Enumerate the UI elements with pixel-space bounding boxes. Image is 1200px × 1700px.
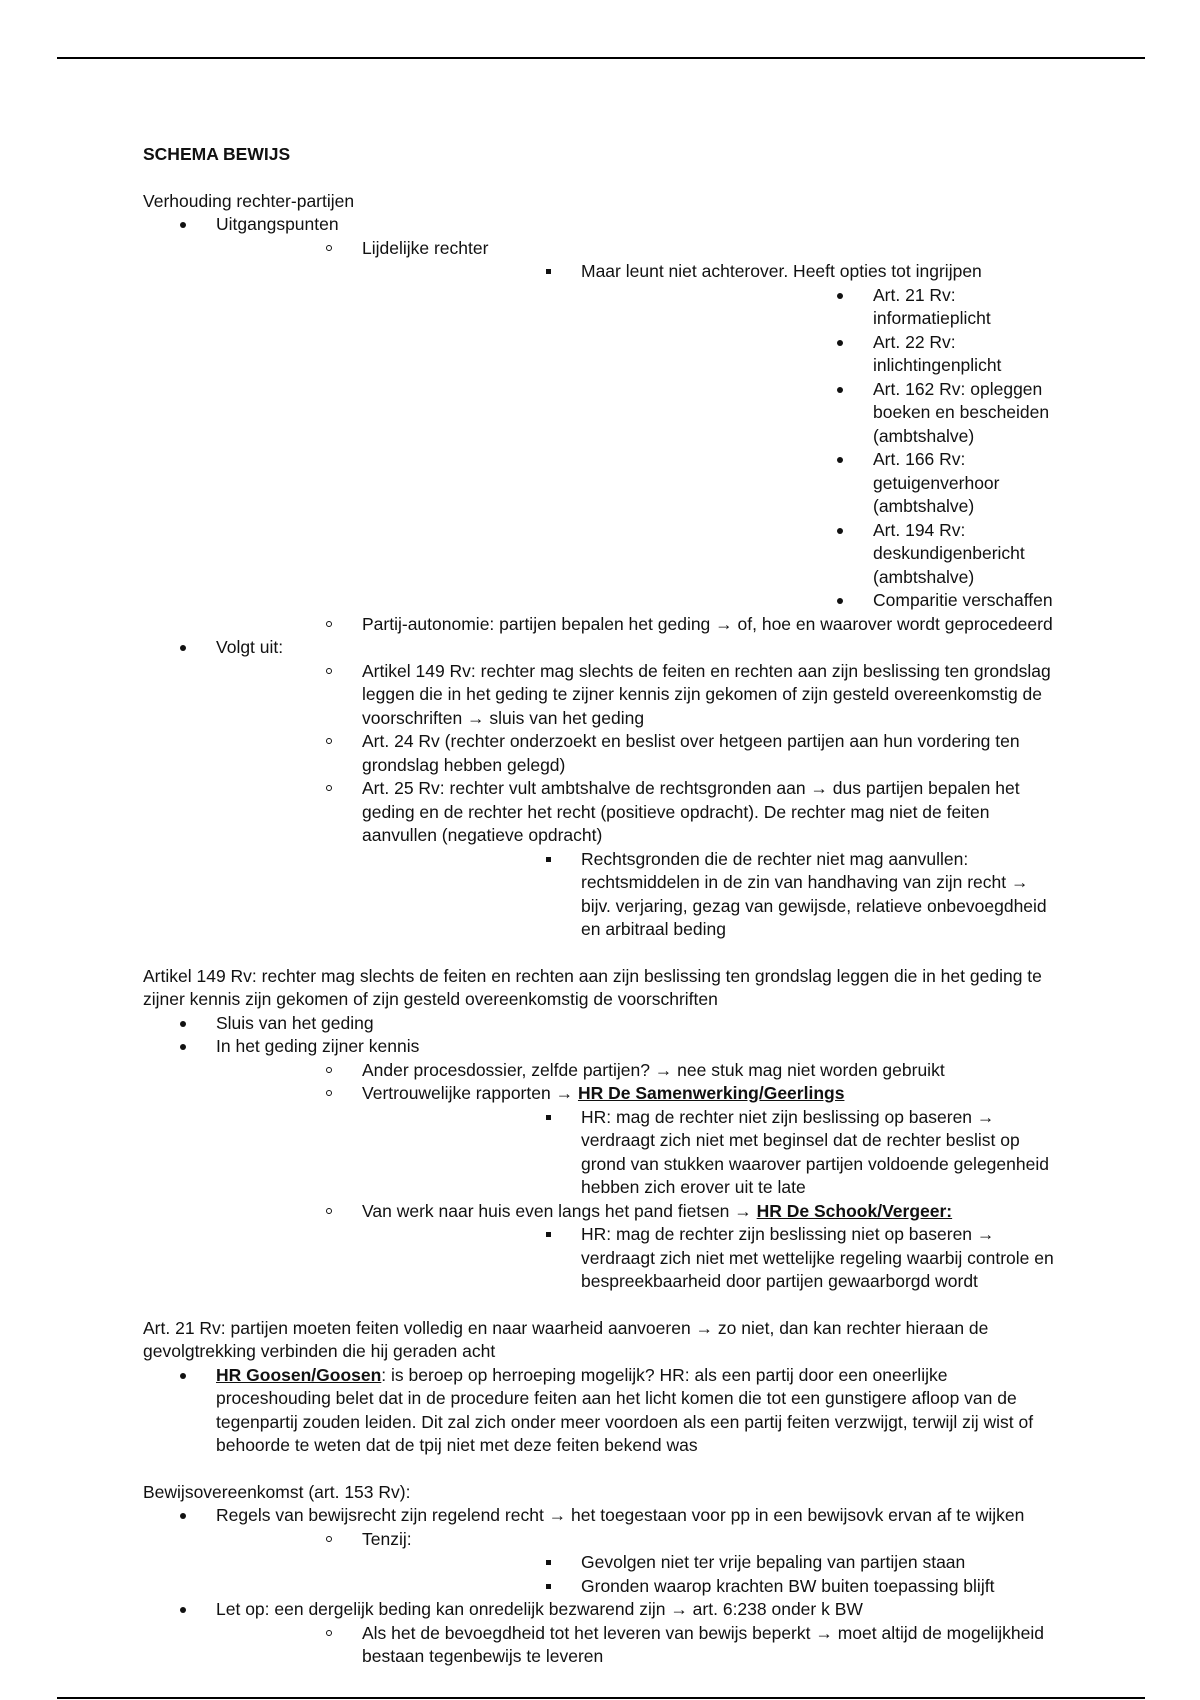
- item-text: : is beroep op herroeping mogelijk? HR: als een partij door een oneerlijke proceshouding belet dat in de procedure feiten aan het licht komen die tot een gunstigere afloop van de tegenpartij zouden leiden. Dit zal zich onder meer voordoen als een partij feiten verzwijgt, terwijl zij wist of behoorde te weten dat de tpij niet met deze feiten bekend was: [216, 1364, 1034, 1455]
- section-heading: Art. 21 Rv: partijen moeten feiten volledig en naar waarheid aanvoeren → zo niet, dan kan rechter hieraan de gevolgtrekking verbinden die hij geraden acht: [143, 1317, 989, 1361]
- list-item: Lijdelijke rechter Maar leunt niet achterover. Heeft opties tot ingrijpen Art. 21 Rv: informatieplicht Art. 22 Rv: inlichtingenplicht Art. 162 Rv: opleggen boeken en bescheiden (ambtshalve) Art. 166 Rv: getuigenverhoor (ambtshalve) Art. 194 Rv: deskundigenbericht (ambtshalve) Comparitie verschaffen: [216, 237, 1063, 613]
- list-item: Comparitie verschaffen: [581, 589, 1063, 613]
- bullet-dot-icon: [837, 340, 843, 346]
- bullet-circle-icon: [326, 1630, 332, 1636]
- bullet-circle-icon: [326, 668, 332, 674]
- bullet-circle-icon: [326, 1536, 332, 1542]
- list-item: Art. 22 Rv: inlichtingenplicht: [581, 331, 1063, 378]
- bullet-square-icon: [546, 1115, 551, 1120]
- bullet-list: [143, 1504, 1063, 1669]
- list-item: HR: mag de rechter zijn beslissing niet op baseren → verdraagt zich niet met wettelijke regeling waarbij controle en bespreekbaarheid door partijen gewaarborgd wordt: [362, 1223, 1063, 1294]
- list-item: Art. 24 Rv (rechter onderzoekt en beslist over hetgeen partijen aan hun vordering ten grondslag hebben gelegd): [216, 730, 1063, 777]
- bullet-circle-icon: [326, 738, 332, 744]
- list-item: Regels van bewijsrecht zijn regelend recht → het toegestaan voor pp in een bewijsovk ervan af te wijken Tenzij: Gevolgen niet ter vrije bepaling van partijen staan Gronden waarop krachten BW buiten toepassing blijft: [143, 1504, 1063, 1598]
- bullet-square-icon: [546, 269, 551, 274]
- bullet-circle-icon: [326, 245, 332, 251]
- case-reference: HR De Schook/Vergeer:: [756, 1200, 953, 1221]
- list-item: [143, 1364, 1063, 1458]
- list-item: Partij-autonomie: partijen bepalen het geding → of, hoe en waarover wordt geprocedeerd: [216, 613, 1063, 637]
- list-item: Art. 194 Rv: deskundigenbericht (ambtshalve): [581, 519, 1063, 590]
- footer-rule: [57, 1697, 1145, 1699]
- section-bewijsovereenkomst: [143, 1481, 1063, 1669]
- list-item: Art. 21 Rv: informatieplicht: [581, 284, 1063, 331]
- sub-list: [362, 1106, 1063, 1200]
- sub-list: [216, 660, 1063, 942]
- bullet-list: [143, 213, 1063, 942]
- sub-list: [362, 848, 1063, 942]
- list-item: Uitgangspunten Lijdelijke rechter Maar leunt niet achterover. Heeft opties tot ingrijpen Art. 21 Rv: informatieplicht Art. 22 Rv: inlichtingenplicht Art. 162 Rv: opleggen boeken en bescheiden (ambtshalve) Art. 166 Rv: getuigenverhoor (ambtshalve) Art. 194 Rv: deskundigenbericht (ambtshalve) Comparitie verschaffen Partij-autonomie: partijen bepalen het geding → of, hoe en waarover wordt geprocedeerd: [143, 213, 1063, 636]
- list-item: Maar leunt niet achterover. Heeft opties tot ingrijpen Art. 21 Rv: informatieplicht Art. 22 Rv: inlichtingenplicht Art. 162 Rv: opleggen boeken en bescheiden (ambtshalve) Art. 166 Rv: getuigenverhoor (ambtshalve) Art. 194 Rv: deskundigenbericht (ambtshalve) Comparitie verschaffen: [362, 260, 1063, 613]
- bullet-square-icon: [546, 1584, 551, 1589]
- list-item: Gevolgen niet ter vrije bepaling van partijen staan: [362, 1551, 1063, 1575]
- bullet-square-icon: [546, 857, 551, 862]
- list-item: Artikel 149 Rv: rechter mag slechts de feiten en rechten aan zijn beslissing ten grondslag leggen die in het geding te zijner kennis zijn gekomen of zijn gesteld overeenkomstig de voorschriften → sluis van het geding: [216, 660, 1063, 731]
- bullet-dot-icon: [837, 598, 843, 604]
- list-item: [216, 1082, 1063, 1200]
- list-item: HR: mag de rechter niet zijn beslissing op baseren → verdraagt zich niet met beginsel dat de rechter beslist op grond van stukken waarover partijen voldoende gelegenheid hebben zich erover uit te late: [362, 1106, 1063, 1200]
- sub-list: [581, 284, 1063, 613]
- section-art-21: [143, 1317, 1063, 1458]
- sub-list: [216, 1622, 1063, 1669]
- list-item: Art. 166 Rv: getuigenverhoor (ambtshalve): [581, 448, 1063, 519]
- bullet-dot-icon: [180, 1021, 186, 1027]
- list-item: Gronden waarop krachten BW buiten toepassing blijft: [362, 1575, 1063, 1599]
- list-item: Art. 25 Rv: rechter vult ambtshalve de rechtsgronden aan → dus partijen bepalen het geding en de rechter het recht (positieve opdracht). De rechter mag niet de feiten aanvullen (negatieve opdracht) Rechtsgronden die de rechter niet mag aanvullen: rechtsmiddelen in de zin van handhaving van zijn recht → bijv. verjaring, gezag van gewijsde, relatieve onbevoegdheid en arbitraal beding: [216, 777, 1063, 942]
- item-text: Vertrouwelijke rapporten →: [362, 1083, 578, 1103]
- list-item: [216, 1200, 1063, 1294]
- bullet-dot-icon: [180, 1044, 186, 1050]
- bullet-circle-icon: [326, 1067, 332, 1073]
- sub-list: [216, 1528, 1063, 1599]
- bullet-dot-icon: [837, 457, 843, 463]
- bullet-dot-icon: [180, 222, 186, 228]
- bullet-circle-icon: [326, 1208, 332, 1214]
- bullet-circle-icon: [326, 621, 332, 627]
- sub-list: [362, 260, 1063, 613]
- bullet-dot-icon: [180, 645, 186, 651]
- list-item: Let op: een dergelijk beding kan onredelijk bezwarend zijn → art. 6:238 onder k BW Als het de bevoegdheid tot het leveren van bewijs beperkt → moet altijd de mogelijkheid bestaan tegenbewijs te leveren: [143, 1598, 1063, 1669]
- list-item: Ander procesdossier, zelfde partijen? → nee stuk mag niet worden gebruikt: [216, 1059, 1063, 1083]
- bullet-dot-icon: [837, 387, 843, 393]
- header-rule: [57, 57, 1145, 59]
- bullet-dot-icon: [180, 1513, 186, 1519]
- case-reference: HR De Samenwerking/Geerlings: [577, 1083, 845, 1103]
- list-item: Als het de bevoegdheid tot het leveren van bewijs beperkt → moet altijd de mogelijkheid bestaan tegenbewijs te leveren: [216, 1622, 1063, 1669]
- bullet-dot-icon: [180, 1373, 186, 1379]
- item-text: Van werk naar huis even langs het pand fietsen →: [362, 1200, 757, 1221]
- bullet-dot-icon: [180, 1607, 186, 1613]
- list-item: Tenzij: Gevolgen niet ter vrije bepaling van partijen staan Gronden waarop krachten BW buiten toepassing blijft: [216, 1528, 1063, 1599]
- document-body: [143, 143, 1063, 1692]
- bullet-list: [143, 1012, 1063, 1294]
- section-heading: Bewijsovereenkomst (art. 153 Rv):: [143, 1481, 411, 1502]
- sub-list: [362, 1551, 1063, 1598]
- document-title: SCHEMA BEWIJS: [143, 144, 291, 164]
- list-item: Art. 162 Rv: opleggen boeken en bescheiden (ambtshalve): [581, 378, 1063, 449]
- list-item: Rechtsgronden die de rechter niet mag aanvullen: rechtsmiddelen in de zin van handhaving van zijn recht → bijv. verjaring, gezag van gewijsde, relatieve onbevoegdheid en arbitraal beding: [362, 848, 1063, 942]
- bullet-square-icon: [546, 1232, 551, 1237]
- bullet-square-icon: [546, 1560, 551, 1565]
- section-verhouding: [143, 190, 1063, 942]
- section-heading: Verhouding rechter-partijen: [143, 190, 355, 211]
- sub-list: [362, 1223, 1063, 1294]
- section-heading: Artikel 149 Rv: rechter mag slechts de feiten en rechten aan zijn beslissing ten grondslag leggen die in het geding te zijner kennis zijn gekomen of zijn gesteld overeenkomstig de voorschriften: [143, 965, 1042, 1009]
- case-reference: HR Goosen/Goosen: [216, 1364, 382, 1385]
- sub-list: [216, 1059, 1063, 1294]
- bullet-dot-icon: [837, 528, 843, 534]
- list-item: Sluis van het geding: [143, 1012, 1063, 1036]
- sub-list: [216, 237, 1063, 637]
- bullet-circle-icon: [326, 1090, 332, 1096]
- bullet-dot-icon: [837, 293, 843, 299]
- list-item: Volgt uit: Artikel 149 Rv: rechter mag slechts de feiten en rechten aan zijn beslissing ten grondslag leggen die in het geding te zijner kennis zijn gekomen of zijn gesteld overeenkomstig de voorschriften → sluis van het geding Art. 24 Rv (rechter onderzoekt en beslist over hetgeen partijen aan hun vordering ten grondslag hebben gelegd) Art. 25 Rv: rechter vult ambtshalve de rechtsgronden aan → dus partijen bepalen het geding en de rechter het recht (positieve opdracht). De rechter mag niet de feiten aanvullen (negatieve opdracht) Rechtsgronden die de rechter niet mag aanvullen: rechtsmiddelen in de zin van handhaving van zijn recht → bijv. verjaring, gezag van gewijsde, relatieve onbevoegdheid en arbitraal beding: [143, 636, 1063, 942]
- list-item: In het geding zijner kennis Ander procesdossier, zelfde partijen? → nee stuk mag niet worden gebruikt Vertrouwelijke rapporten → HR De Samenwerking/Geerlings HR: mag de rechter niet zijn beslissing op baseren → verdraagt zich niet met beginsel dat de rechter beslist op grond van stukken waarover partijen voldoende gelegenheid hebben zich erover uit te late Van werk naar huis even langs het pand fietsen → HR De Schook/Vergeer: HR: mag de rechter zijn beslissing niet op baseren → verdraagt zich niet met wettelijke regeling waarbij controle en bespreekbaarheid door partijen gewaarborgd wordt: [143, 1035, 1063, 1294]
- bullet-circle-icon: [326, 785, 332, 791]
- section-artikel-149: [143, 965, 1063, 1294]
- bullet-list: [143, 1364, 1063, 1458]
